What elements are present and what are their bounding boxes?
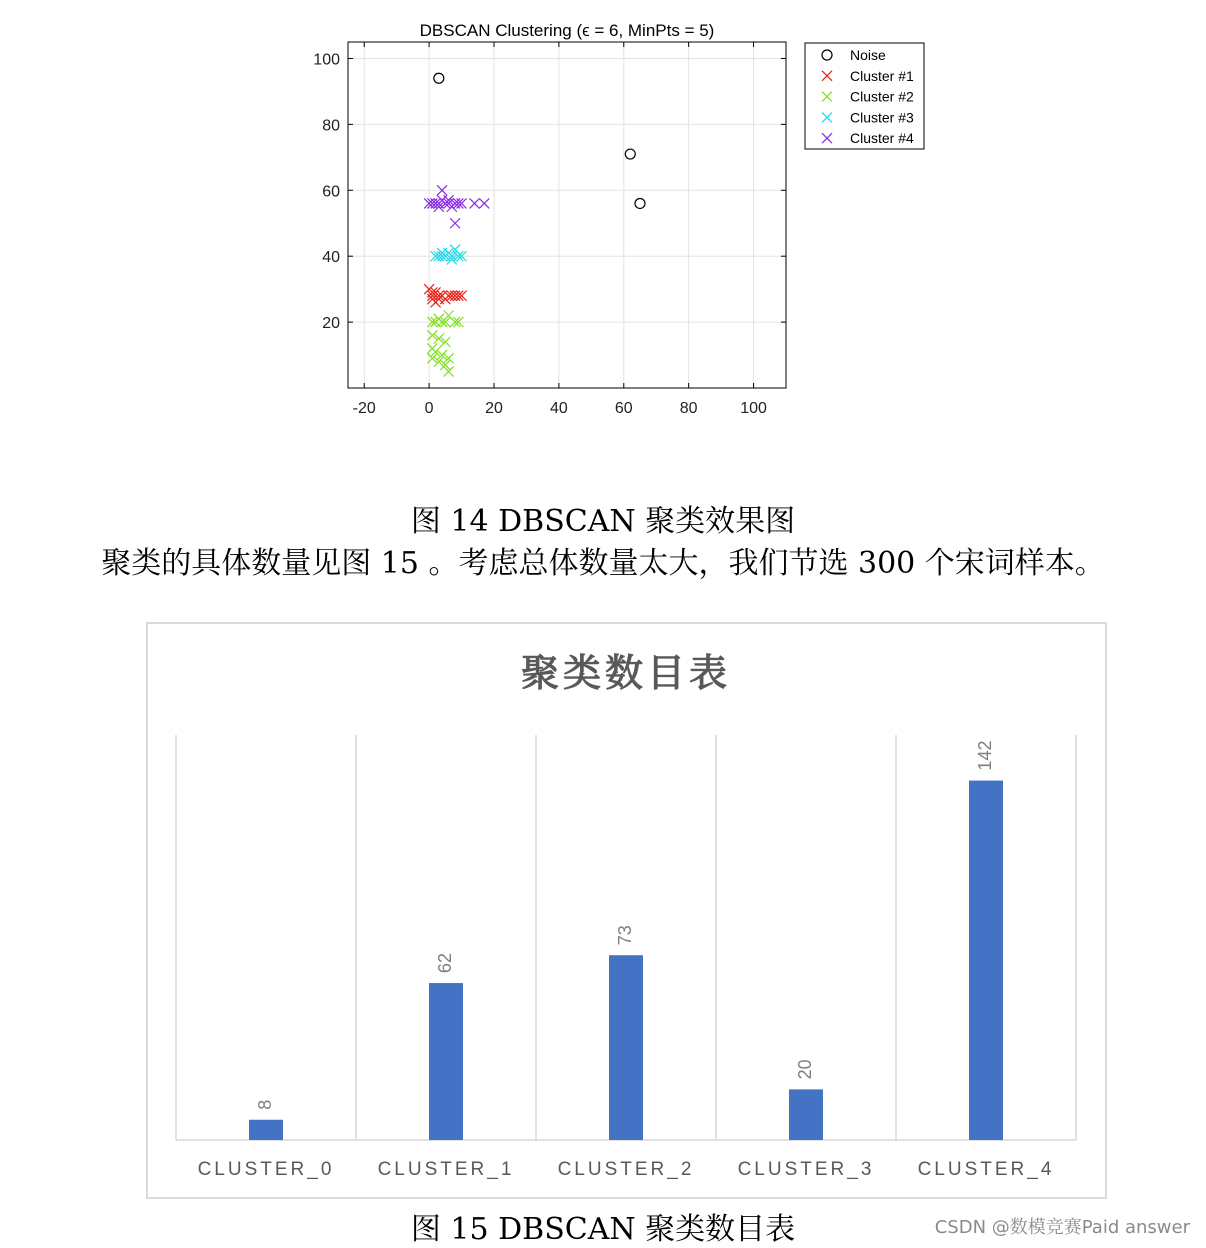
- bar-category-label: CLUSTER_4: [917, 1159, 1055, 1180]
- bar-data-label: 73: [614, 925, 635, 946]
- bar-category-label: CLUSTER_2: [557, 1159, 695, 1180]
- bar-data-label: 62: [434, 953, 455, 974]
- x-tick-label: 40: [549, 400, 568, 417]
- bar-data-label: 20: [794, 1059, 815, 1080]
- legend-label: Cluster #1: [850, 67, 914, 84]
- figure-15-caption: 图 15 DBSCAN 聚类数目表: [410, 1212, 796, 1247]
- y-tick-label: 80: [322, 117, 340, 135]
- cluster-point: [479, 198, 489, 208]
- bar-category-label: CLUSTER_0: [197, 1159, 335, 1180]
- watermark: CSDN @数模竞赛Paid answer: [934, 1217, 1190, 1238]
- bar-category-labels: [198, 1159, 1055, 1180]
- scatter-legend: [805, 43, 924, 149]
- bar-data-label: 8: [254, 1099, 275, 1110]
- x-tick-label: 20: [485, 400, 503, 417]
- bar: [249, 1120, 283, 1140]
- bar-chart: [0, 600, 1206, 1210]
- x-tick-label: 80: [679, 400, 698, 417]
- legend-label: Cluster #3: [850, 109, 914, 126]
- bar: [429, 983, 463, 1140]
- noise-point: [635, 198, 645, 208]
- scatter-points: [424, 73, 645, 376]
- legend-label: Noise: [850, 47, 886, 63]
- bar: [609, 955, 643, 1140]
- scatter-title: DBSCAN Clustering (ϵ = 6, MinPts = 5): [419, 21, 715, 40]
- bar-chart-title: 聚类数目表: [520, 651, 732, 695]
- cluster-point: [470, 198, 480, 208]
- x-tick-label: 100: [740, 400, 767, 417]
- y-tick-label: 100: [313, 51, 340, 69]
- figure-14-caption: 图 14 DBSCAN 聚类效果图: [410, 504, 796, 539]
- bar: [969, 781, 1003, 1140]
- scatter-chart: [0, 0, 1206, 460]
- legend-label: Cluster #4: [850, 130, 914, 147]
- noise-point: [434, 73, 444, 83]
- noise-point: [625, 149, 635, 159]
- y-tick-label: 40: [322, 249, 340, 267]
- scatter-axes-box: [348, 42, 786, 388]
- legend-label: Cluster #2: [850, 88, 914, 105]
- x-tick-label: -20: [352, 400, 376, 417]
- bar-category-label: CLUSTER_3: [737, 1159, 875, 1180]
- bar: [789, 1089, 823, 1140]
- cluster-point: [450, 218, 460, 228]
- scatter-grid: [348, 42, 786, 388]
- body-paragraph: 聚类的具体数量见图 15 。考虑总体数量太大，我们节选 300 个宋词样本。: [101, 546, 1105, 581]
- bar-data-label: 142: [974, 740, 995, 771]
- x-tick-label: 60: [614, 400, 633, 417]
- bar-category-label: CLUSTER_1: [377, 1159, 515, 1180]
- x-tick-label: 0: [424, 400, 434, 417]
- scatter-ticks: [313, 42, 786, 417]
- y-tick-label: 20: [322, 315, 340, 333]
- y-tick-label: 60: [322, 183, 340, 201]
